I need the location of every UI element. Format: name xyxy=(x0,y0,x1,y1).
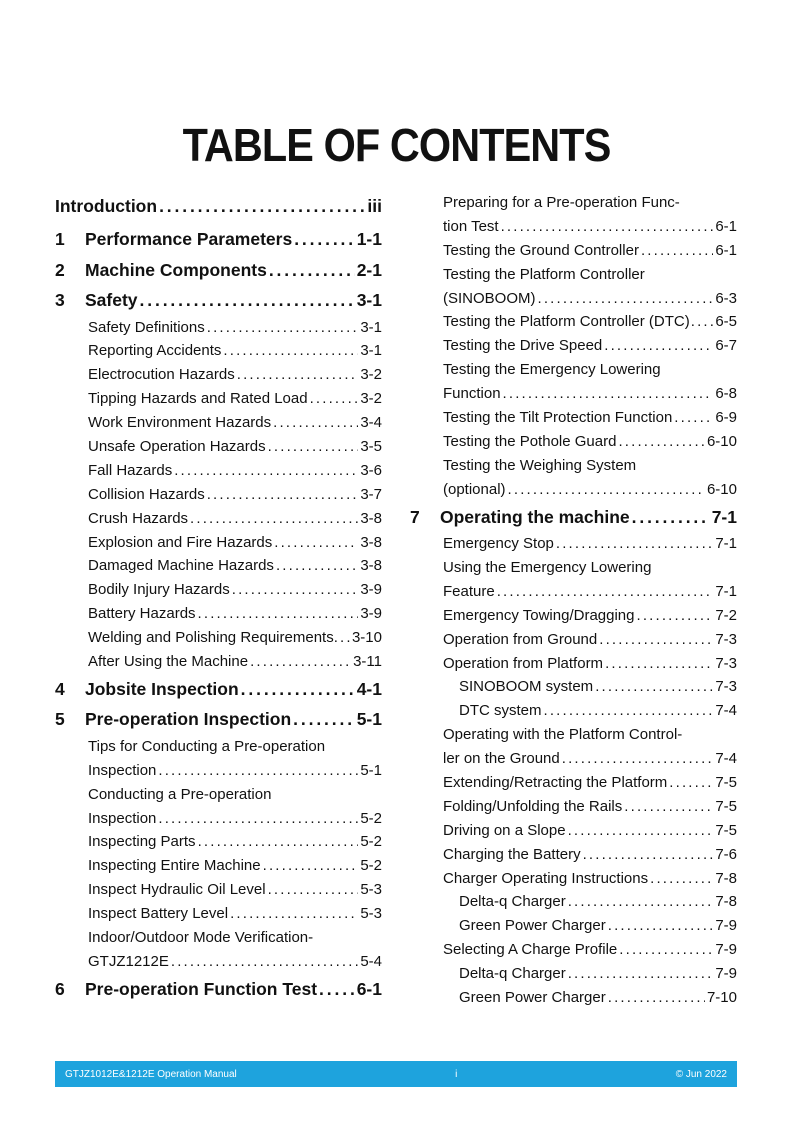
toc-entry[interactable] xyxy=(410,747,737,771)
footer-page-number: i xyxy=(455,1068,458,1080)
toc-page: 7-1 xyxy=(715,535,737,553)
chapter-number: 7 xyxy=(410,506,420,527)
toc-page: 7-8 xyxy=(715,893,737,911)
toc-label: Testing the Platform Controller (DTC) xyxy=(443,313,690,331)
toc-label: Operation from Platform xyxy=(443,654,604,672)
toc-label: Inspecting Entire Machine xyxy=(88,857,261,875)
toc-page: 6-8 xyxy=(715,385,737,403)
toc-page: 6-3 xyxy=(715,289,737,307)
toc-page: 7-4 xyxy=(715,702,737,720)
toc-chapter-4[interactable] xyxy=(55,674,382,705)
toc-label: Collision Hazards xyxy=(88,485,205,503)
toc-entry[interactable] xyxy=(55,459,382,483)
toc-chapter-6[interactable] xyxy=(55,974,382,1005)
toc-page: 6-10 xyxy=(706,432,737,450)
toc-page: 3-1 xyxy=(360,342,382,360)
toc-page: 3-2 xyxy=(360,390,382,408)
toc-entry-line1[interactable]: Indoor/Outdoor Mode Verification- xyxy=(88,928,314,946)
toc-entry[interactable] xyxy=(410,843,737,867)
chapter-number: 4 xyxy=(55,678,65,699)
toc-label: Testing the Pothole Guard xyxy=(443,432,617,450)
toc-entry[interactable] xyxy=(55,807,382,831)
toc-entry-line1[interactable]: Tips for Conducting a Pre-operation xyxy=(88,737,326,755)
toc-entry[interactable] xyxy=(410,287,737,311)
toc-page: 6-5 xyxy=(715,313,737,331)
toc-entry[interactable] xyxy=(55,531,382,555)
toc-entry[interactable] xyxy=(410,795,737,819)
toc-label: Bodily Injury Hazards xyxy=(88,581,230,599)
toc-label: Testing the Ground Controller xyxy=(443,241,639,259)
toc-page: 7-1 xyxy=(711,506,737,527)
toc-entry[interactable] xyxy=(410,628,737,652)
page-footer xyxy=(55,1061,737,1087)
toc-entry[interactable] xyxy=(55,602,382,626)
toc-page: 7-5 xyxy=(715,773,737,791)
footer-date: © Jun 2022 xyxy=(675,1068,727,1080)
toc-entry[interactable] xyxy=(410,986,737,1010)
toc-page: 3-9 xyxy=(360,581,382,599)
toc-label: (SINOBOOM) xyxy=(443,289,536,307)
toc-page: 7-5 xyxy=(715,797,737,815)
toc-page: 7-1 xyxy=(715,582,737,600)
toc-entry[interactable] xyxy=(410,239,737,263)
toc-page: 5-3 xyxy=(360,905,382,923)
toc-page: 3-6 xyxy=(360,461,382,479)
toc-page: 6-1 xyxy=(715,217,737,235)
toc-entry[interactable] xyxy=(410,406,737,430)
toc-label: Battery Hazards xyxy=(88,605,196,623)
page-title: TABLE OF CONTENTS xyxy=(182,119,611,171)
toc-chapter-3[interactable] xyxy=(55,285,382,316)
toc-label: Performance Parameters xyxy=(85,229,293,249)
toc-entry-line1[interactable]: Conducting a Pre-operation xyxy=(88,785,272,803)
toc-label: GTJZ1212E xyxy=(88,952,169,970)
footer-manual-title: GTJZ1012E&1212E Operation Manual xyxy=(65,1068,237,1080)
toc-entry-line1[interactable]: Testing the Weighing System xyxy=(443,456,637,474)
toc-entry[interactable] xyxy=(410,652,737,676)
toc-page: 5-4 xyxy=(360,952,382,970)
toc-page: 7-5 xyxy=(715,821,737,839)
toc-label: (optional) xyxy=(443,480,506,498)
toc-label: Function xyxy=(443,385,501,403)
toc-label: Machine Components xyxy=(85,259,267,280)
toc-entry[interactable] xyxy=(55,650,382,674)
toc-page: 7-3 xyxy=(715,678,737,696)
toc-label: Tipping Hazards and Rated Load xyxy=(88,390,308,408)
toc-label: Operating the machine xyxy=(440,506,630,527)
toc-page: 7-3 xyxy=(715,630,737,648)
toc-label: tion Test xyxy=(443,217,499,235)
toc-label: Introduction xyxy=(55,196,158,216)
toc-label: Delta-q Charger xyxy=(459,965,566,983)
toc-page: 3-8 xyxy=(360,557,382,575)
toc-page: 7-9 xyxy=(715,965,737,983)
toc-entry[interactable] xyxy=(55,902,382,926)
toc-entry[interactable] xyxy=(410,867,737,891)
toc-entry[interactable] xyxy=(410,478,737,502)
toc-label: Inspection xyxy=(88,761,157,779)
toc-label: Charger Operating Instructions xyxy=(443,869,649,887)
toc-label: Explosion and Fire Hazards xyxy=(88,533,273,551)
toc-label: Welding and Polishing Requirements xyxy=(88,629,334,647)
toc-page: 7-8 xyxy=(715,869,737,887)
toc-label: Extending/Retracting the Platform xyxy=(443,773,668,791)
toc-entry[interactable] xyxy=(55,878,382,902)
toc-label: Jobsite Inspection xyxy=(85,678,239,699)
toc-page: 3-1 xyxy=(356,290,382,310)
toc-page: 6-1 xyxy=(715,241,737,259)
toc-page: 7-10 xyxy=(706,989,737,1006)
toc-page: iii xyxy=(367,196,382,216)
toc-entry[interactable] xyxy=(410,962,737,986)
toc-label: Pre-operation Inspection xyxy=(85,709,292,730)
toc-label: Electrocution Hazards xyxy=(88,366,235,384)
toc-entry[interactable] xyxy=(55,411,382,435)
toc-label: Inspect Hydraulic Oil Level xyxy=(88,881,266,899)
toc-entry[interactable] xyxy=(410,382,737,406)
toc-label: Inspection xyxy=(88,809,157,827)
toc-page: 3-1 xyxy=(360,318,382,336)
toc-page: 6-9 xyxy=(715,409,737,427)
toc-label: Work Environment Hazards xyxy=(88,414,272,432)
toc-entry[interactable] xyxy=(410,699,737,723)
toc-chapter-2[interactable] xyxy=(55,255,382,286)
toc-page: 3-9 xyxy=(360,605,382,623)
toc-page: 5-1 xyxy=(356,709,382,730)
toc-label: Pre-operation Function Test xyxy=(85,978,318,999)
toc-label: Charging the Battery xyxy=(443,845,581,863)
toc-entry[interactable] xyxy=(410,215,737,239)
toc-label: Testing the Tilt Protection Function xyxy=(443,409,673,427)
chapter-number: 1 xyxy=(55,229,65,249)
toc-entry-line1[interactable]: Testing the Platform Controller xyxy=(443,265,645,283)
toc-label: ler on the Ground xyxy=(443,750,560,768)
toc-label: Green Power Charger xyxy=(459,917,606,935)
toc-label: Folding/Unfolding the Rails xyxy=(443,797,623,815)
toc-entry-line1[interactable]: Preparing for a Pre-operation Func- xyxy=(443,194,680,211)
toc-label: Emergency Stop xyxy=(443,535,554,553)
toc-page: 5-3 xyxy=(360,881,382,899)
toc-page: 3-7 xyxy=(360,485,382,503)
toc-page: 3-11 xyxy=(353,652,382,670)
toc-page: 3-5 xyxy=(360,437,382,455)
toc-entry[interactable] xyxy=(55,626,382,650)
toc-label: Safety xyxy=(85,290,138,310)
chapter-number: 5 xyxy=(55,709,65,730)
toc-label: Crush Hazards xyxy=(88,509,189,527)
toc-label: Feature xyxy=(443,582,495,600)
toc-entry[interactable] xyxy=(410,771,737,795)
toc-label: After Using the Machine xyxy=(88,652,249,670)
toc-entry[interactable] xyxy=(55,387,382,411)
toc-entry[interactable] xyxy=(55,554,382,578)
toc-entry[interactable] xyxy=(55,578,382,602)
toc-page: 5-1 xyxy=(360,761,382,779)
toc-entry[interactable] xyxy=(55,483,382,507)
toc-page: 5-2 xyxy=(360,809,382,827)
toc-label: Inspect Battery Level xyxy=(88,905,229,923)
toc-label: Selecting A Charge Profile xyxy=(443,941,618,959)
toc-page: 5-2 xyxy=(360,833,382,851)
toc-label: Delta-q Charger xyxy=(459,893,566,911)
toc-chapter-1[interactable] xyxy=(55,224,382,255)
toc-label: Operation from Ground xyxy=(443,630,598,648)
toc-entry[interactable] xyxy=(410,334,737,358)
toc-entry[interactable] xyxy=(55,854,382,878)
toc-label: DTC system xyxy=(459,702,542,720)
toc-entry[interactable] xyxy=(410,310,737,334)
toc-chapter-7[interactable] xyxy=(410,502,737,533)
toc-page: 3-4 xyxy=(360,414,382,432)
toc-label: Fall Hazards xyxy=(88,461,173,479)
toc-page: 1-1 xyxy=(356,229,382,249)
toc-chapter-5[interactable] xyxy=(55,704,382,735)
toc-entry[interactable] xyxy=(55,950,382,974)
toc-label: SINOBOOM system xyxy=(459,678,594,696)
toc-entry[interactable] xyxy=(410,675,737,699)
toc-label: Green Power Charger xyxy=(459,989,606,1006)
toc-entry[interactable] xyxy=(55,759,382,783)
toc-entry[interactable] xyxy=(410,914,737,938)
chapter-number: 3 xyxy=(55,290,65,310)
toc-page: 6-1 xyxy=(356,978,382,999)
toc-page: 2-1 xyxy=(356,259,382,280)
toc-entry-introduction[interactable] xyxy=(55,194,382,224)
toc-page: 7-4 xyxy=(715,750,737,768)
toc-page: 5-2 xyxy=(360,857,382,875)
toc-page: 3-10 xyxy=(351,629,382,647)
toc-label: Reporting Accidents xyxy=(88,342,222,360)
toc-page: 3-8 xyxy=(360,509,382,527)
chapter-number: 6 xyxy=(55,978,65,999)
toc-entry[interactable] xyxy=(410,819,737,843)
toc-entry[interactable] xyxy=(55,339,382,363)
toc-entry-line1[interactable]: Testing the Emergency Lowering xyxy=(443,361,661,379)
toc-entry[interactable] xyxy=(410,580,737,604)
toc-page: 7-3 xyxy=(715,654,737,672)
toc-entry[interactable] xyxy=(410,430,737,454)
toc-page: 7-2 xyxy=(715,606,737,624)
toc-page: 3-8 xyxy=(360,533,382,551)
toc-label: Emergency Towing/Dragging xyxy=(443,606,635,624)
chapter-number: 2 xyxy=(55,259,65,280)
toc-page: 4-1 xyxy=(356,678,382,699)
toc-entry-line1[interactable]: Using the Emergency Lowering xyxy=(443,558,652,576)
toc-entry[interactable] xyxy=(55,316,382,340)
toc-entry[interactable] xyxy=(410,890,737,914)
toc-entry[interactable] xyxy=(55,435,382,459)
toc-entry[interactable] xyxy=(55,363,382,387)
toc-label: Inspecting Parts xyxy=(88,833,196,851)
toc-entry[interactable] xyxy=(55,507,382,531)
toc-entry[interactable] xyxy=(410,604,737,628)
toc-entry[interactable] xyxy=(410,938,737,962)
toc-page: 3-2 xyxy=(360,366,382,384)
toc-left-column xyxy=(55,194,382,1004)
toc-page: 7-9 xyxy=(715,917,737,935)
toc-label: Safety Definitions xyxy=(88,318,205,336)
toc-page: 6-10 xyxy=(706,480,737,498)
toc-label: Unsafe Operation Hazards xyxy=(88,437,266,455)
toc-label: Driving on a Slope xyxy=(443,821,566,839)
toc-label: Damaged Machine Hazards xyxy=(88,557,274,575)
toc-page: 7-6 xyxy=(715,845,737,863)
toc-page: 6-7 xyxy=(715,337,737,355)
toc-right-column xyxy=(410,191,737,1010)
toc-entry[interactable] xyxy=(410,532,737,556)
toc-label: Testing the Drive Speed xyxy=(443,337,603,355)
toc-entry-line1[interactable]: Operating with the Platform Control- xyxy=(443,726,683,744)
toc-entry[interactable] xyxy=(55,830,382,854)
toc-page: 7-9 xyxy=(715,941,737,959)
